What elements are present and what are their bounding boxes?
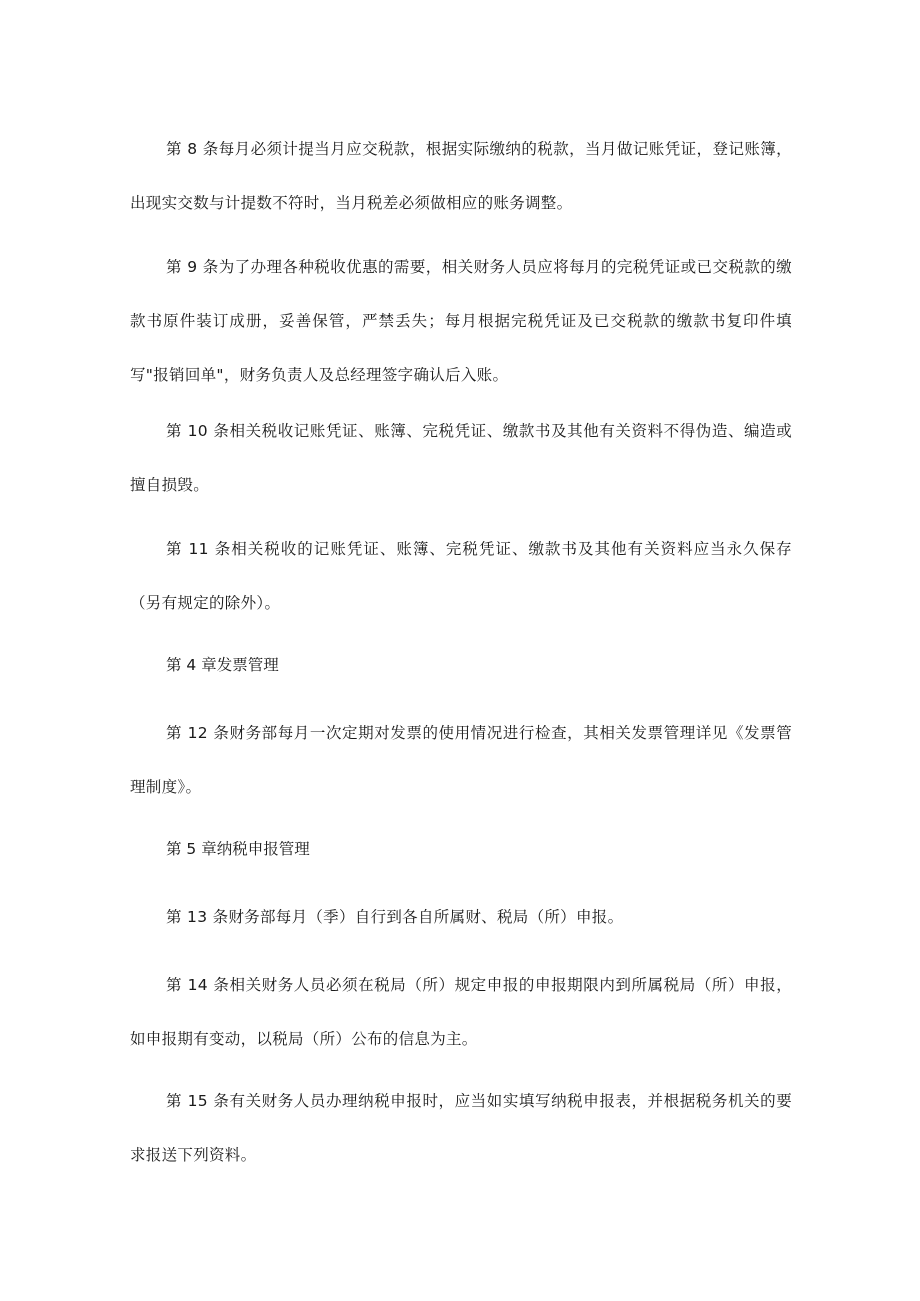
chapter-5-heading: 第 5 章纳税申报管理 [166,840,310,858]
article-10: 第 10 条相关税收记账凭证、账簿、完税凭证、缴款书及其他有关资料不得伪造、编造或擅自损毁。 [130,422,792,494]
article-15: 第 15 条有关财务人员办理纳税申报时，应当如实填写纳税申报表，并根据税务机关的要求报送下列资料。 [130,1092,792,1164]
article-12: 第 12 条财务部每月一次定期对发票的使用情况进行检查，其相关发票管理详见《发票管理制度》。 [130,724,792,796]
article-13: 第 13 条财务部每月（季）自行到各自所属财、税局（所）申报。 [166,908,624,926]
chapter-4-heading: 第 4 章发票管理 [166,656,279,674]
article-8: 第 8 条每月必须计提当月应交税款，根据实际缴纳的税款，当月做记账凭证，登记账簿，出现实交数与计提数不符时，当月税差必须做相应的账务调整。 [130,140,792,212]
article-9: 第 9 条为了办理各种税收优惠的需要，相关财务人员应将每月的完税凭证或已交税款的缴款书原件装订成册，妥善保管，严禁丢失；每月根据完税凭证及已交税款的缴款书复印件填写"报销回单"，财务负责人及总经理签字确认后入账。 [130,258,792,384]
article-14: 第 14 条相关财务人员必须在税局（所）规定申报的申报期限内到所属税局（所）申报，如申报期有变动，以税局（所）公布的信息为主。 [130,976,792,1048]
article-11: 第 11 条相关税收的记账凭证、账簿、完税凭证、缴款书及其他有关资料应当永久保存（另有规定的除外）。 [130,540,792,612]
